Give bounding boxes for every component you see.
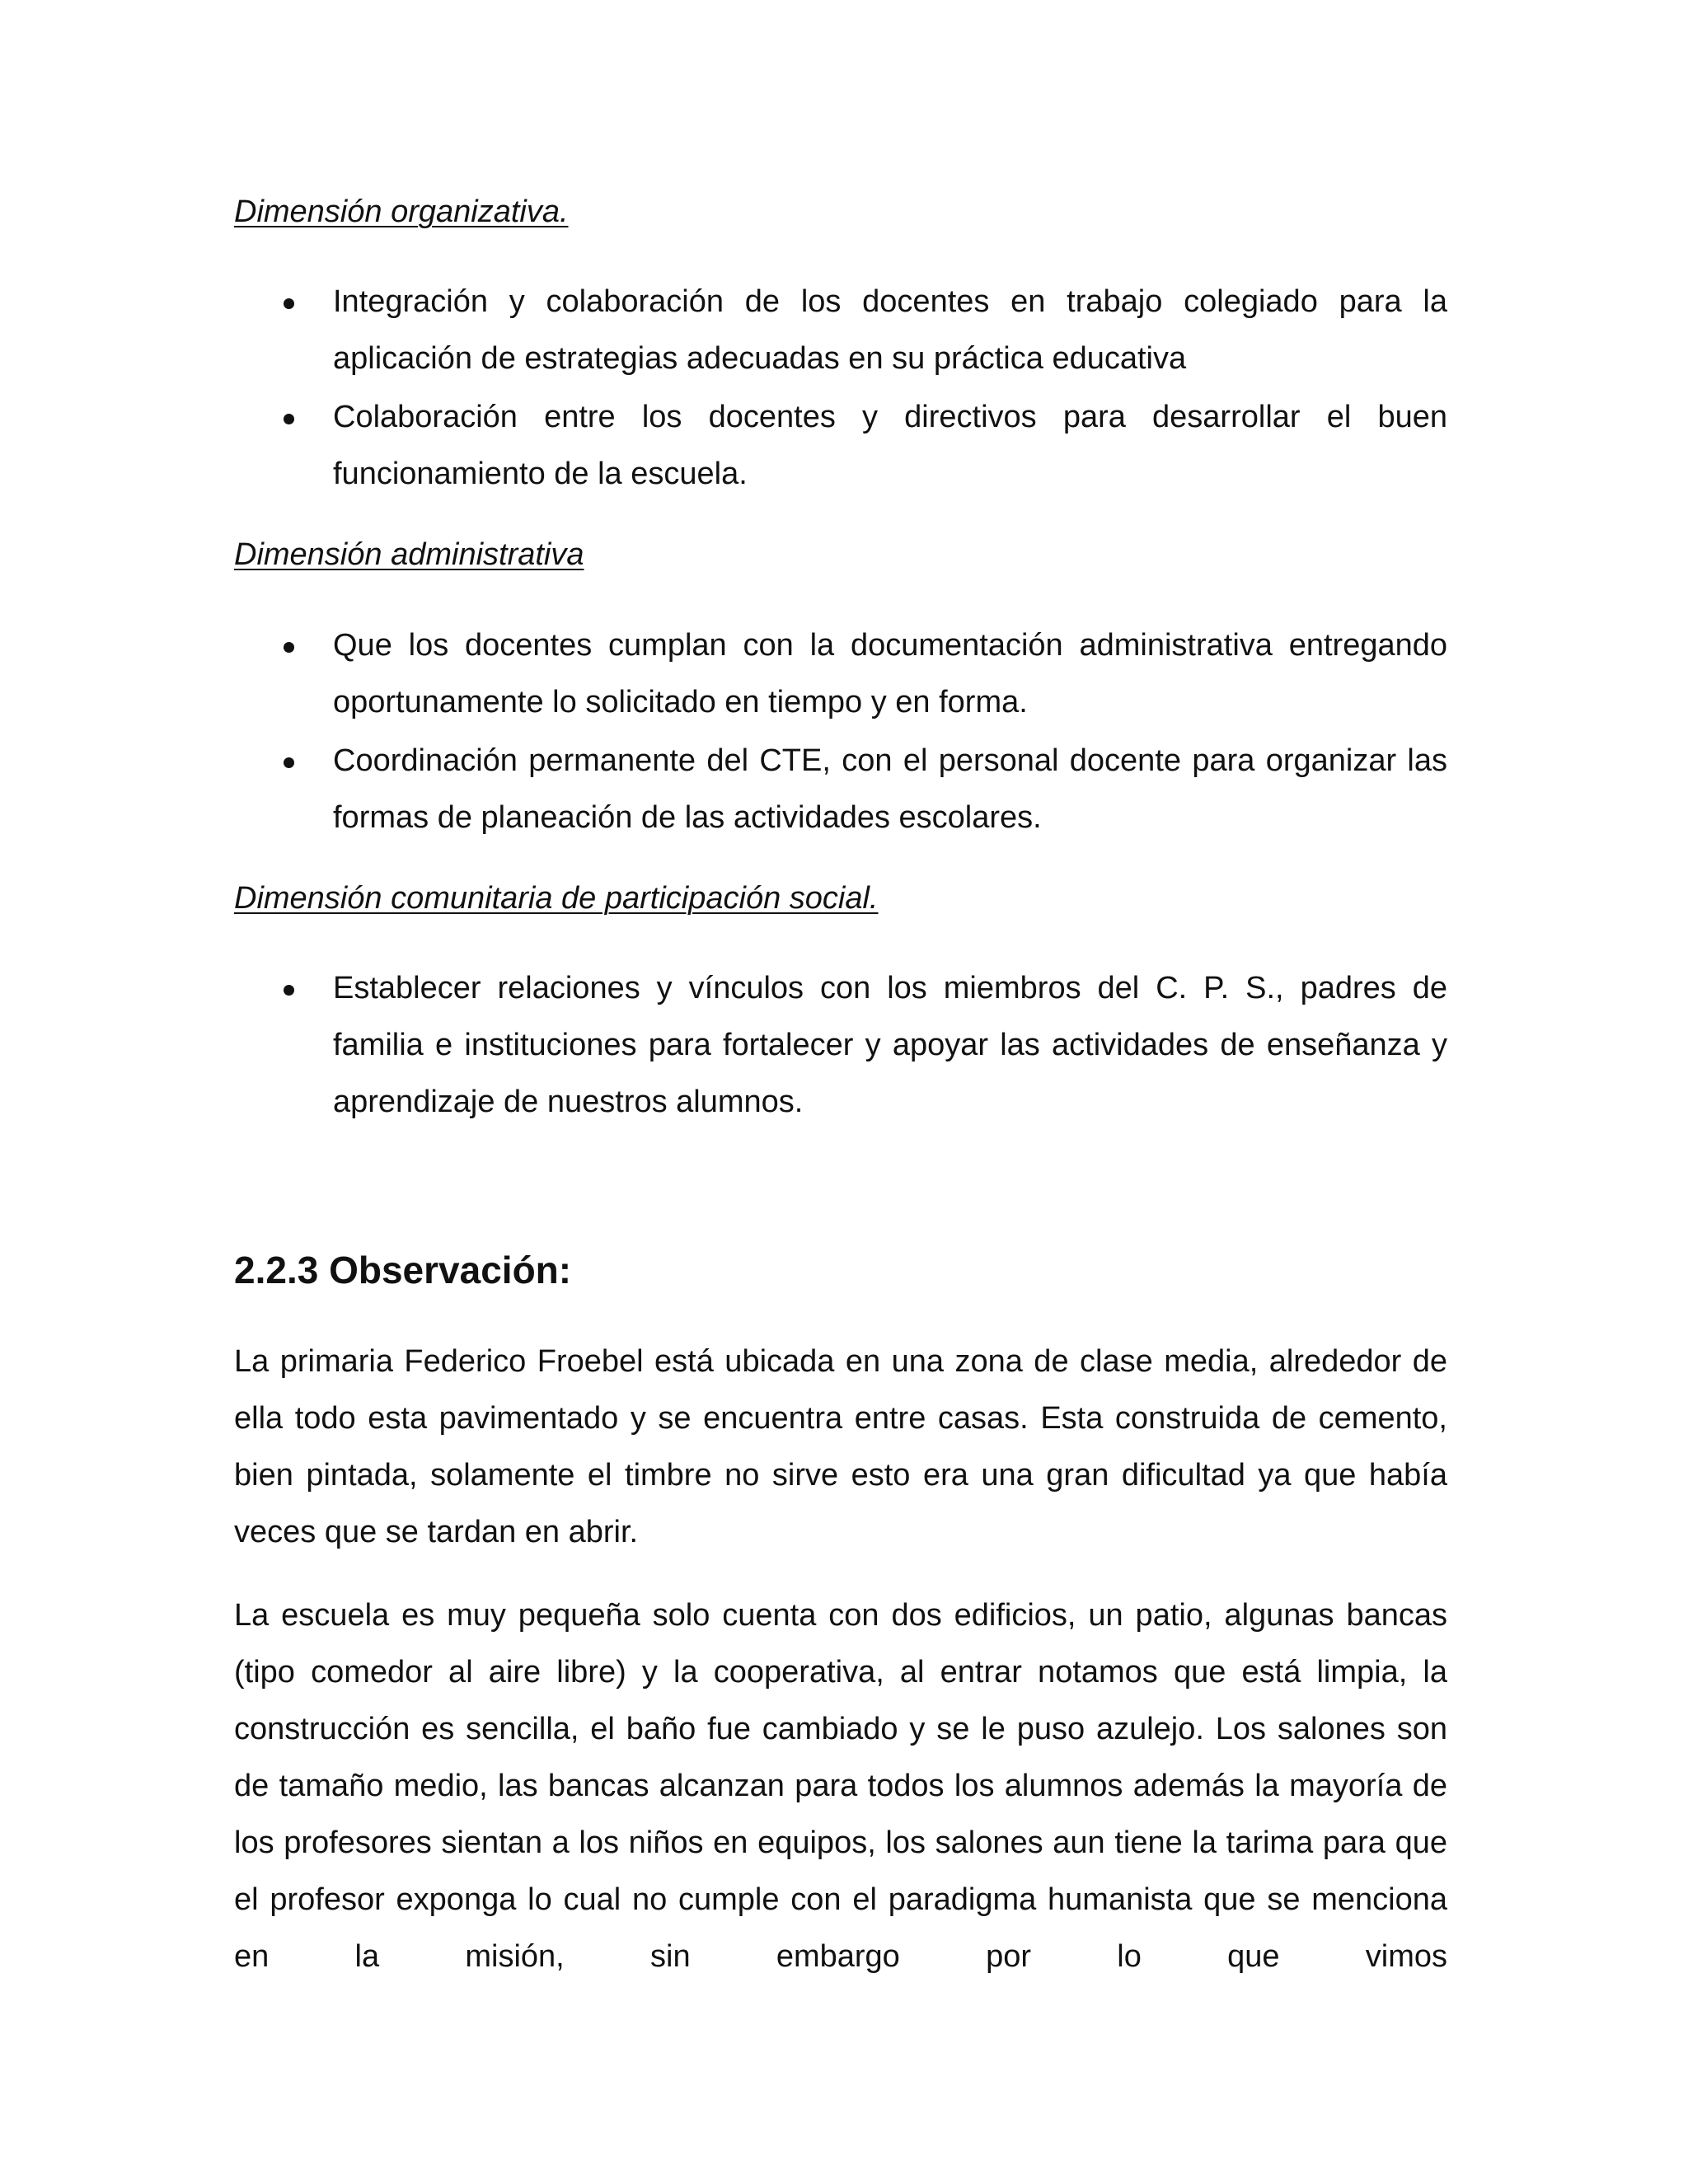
bullet-icon: [284, 414, 294, 424]
list-item-text: Colaboración entre los docentes y directivos para desarrollar el buen funcionamiento de la escuela.: [333, 400, 1447, 491]
list-item-text: Integración y colaboración de los docentes en trabajo colegiado para la aplicación de estrategias adecuadas en su práctica educativa: [333, 284, 1447, 376]
bullet-icon: [284, 642, 294, 653]
bullet-icon: [284, 985, 294, 996]
observation-paragraph-2: La escuela es muy pequeña solo cuenta con dos edificios, un patio, algunas bancas (tipo comedor al aire libre) y la cooperativa, al entrar notamos que está limpia, la construcción es sencilla, el baño fue cambiado y se le puso azulejo. Los salones son de tamaño medio, las bancas alcanzan para todos los alumnos además la mayoría de los profesores sientan a los niños en equipos, los salones aun tiene la tarima para que el profesor exponga lo cual no cumple con el paradigma humanista que se menciona en la misión, sin embargo por lo que vimos: [234, 1598, 1447, 1974]
dimension-administrativa-heading: Dimensión administrativa: [234, 537, 584, 572]
observation-paragraph-1: La primaria Federico Froebel está ubicada en una zona de clase media, alrededor de ella todo esta pavimentado y se encuentra entre casas. Esta construida de cemento, bien pintada, solamente el timbre no sirve esto era una gran dificultad ya que había veces que se tardan en abrir.: [234, 1344, 1447, 1549]
dimension-organizativa-heading: Dimensión organizativa.: [234, 194, 569, 229]
section-title: 2.2.3 Observación:: [234, 1249, 572, 1291]
dimension-comunitaria-heading: Dimensión comunitaria de participación social.: [234, 881, 879, 916]
list-item-text: Que los docentes cumplan con la documentación administrativa entregando oportunamente lo solicitado en tiempo y en forma.: [333, 628, 1447, 719]
list-item-text: Establecer relaciones y vínculos con los miembros del C. P. S., padres de familia e instituciones para fortalecer y apoyar las actividades de enseñanza y aprendizaje de nuestros alumnos.: [333, 971, 1447, 1119]
bullet-icon: [284, 298, 294, 309]
bullet-icon: [284, 757, 294, 768]
list-item-text: Coordinación permanente del CTE, con el personal docente para organizar las formas de planeación de las actividades escolares.: [333, 743, 1447, 835]
